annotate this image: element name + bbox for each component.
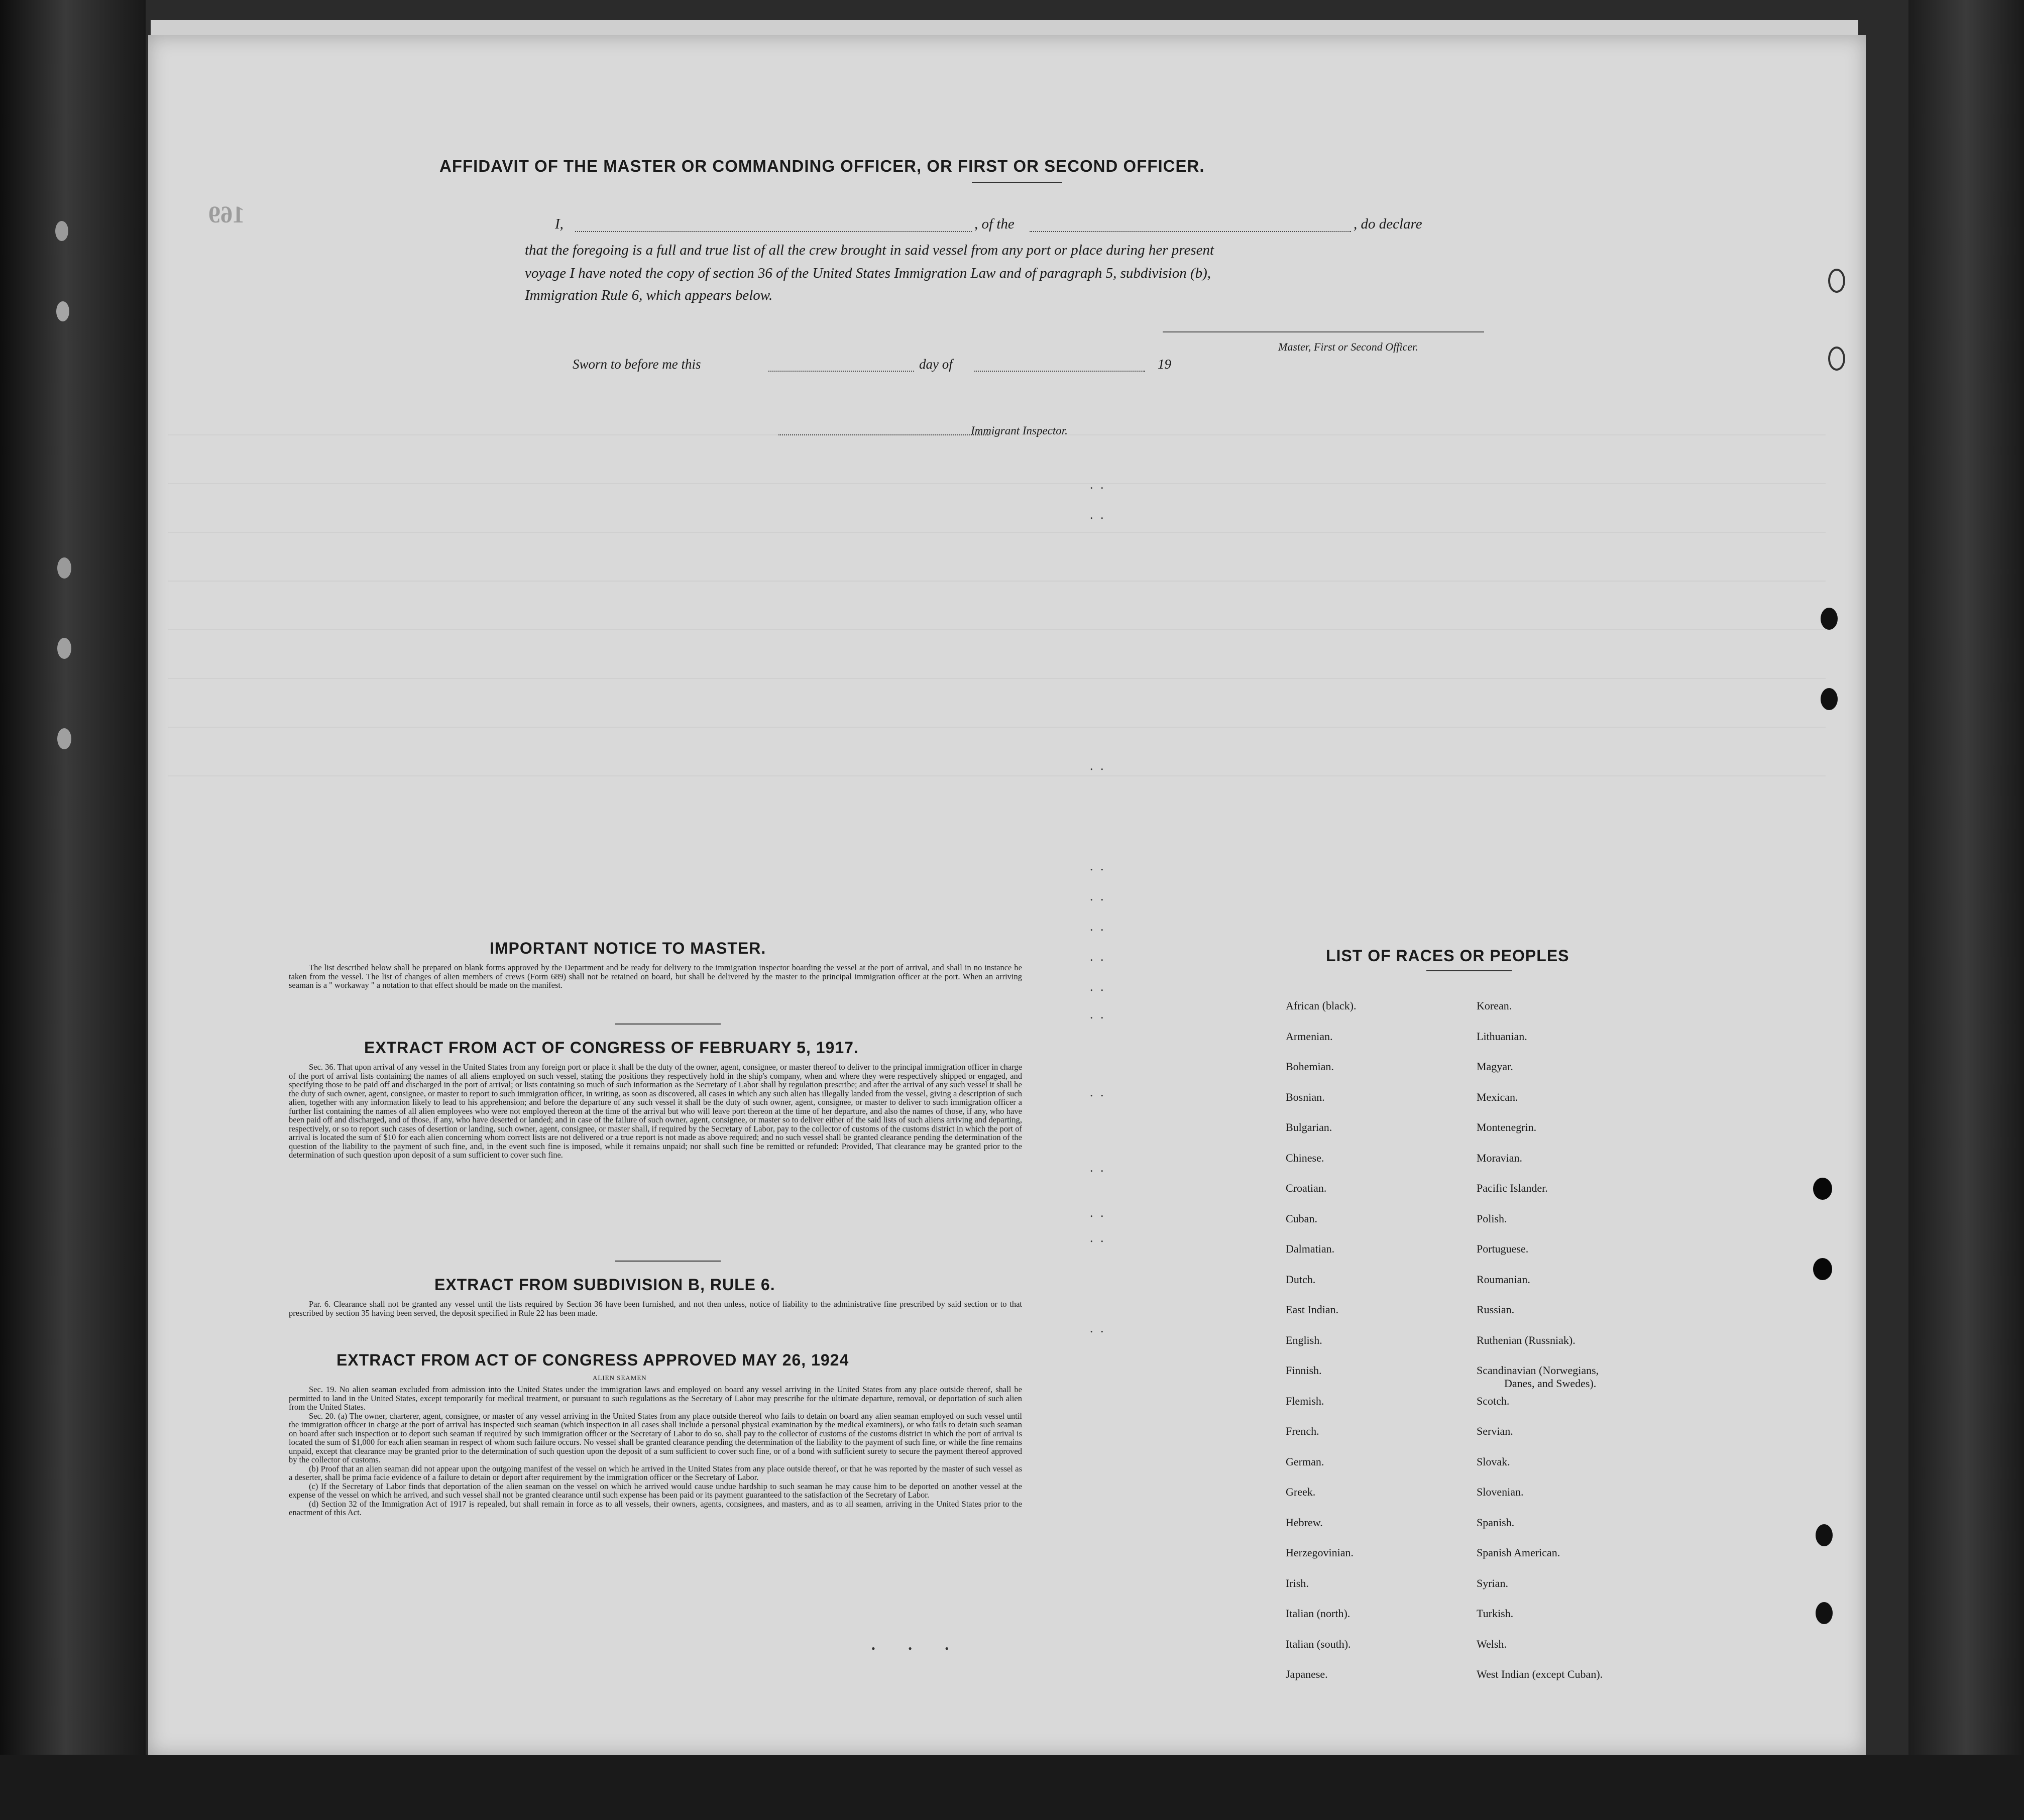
- race-item: East Indian.: [1286, 1303, 1339, 1316]
- race-item: Bulgarian.: [1286, 1121, 1332, 1133]
- binder-hole-icon: [1821, 608, 1838, 630]
- binder-hole-icon: [1813, 1258, 1832, 1280]
- scanner-right-edge: [1908, 0, 2024, 1820]
- bleed-through-text: [1379, 141, 1396, 173]
- ditto-mark: . .: [1090, 1085, 1106, 1099]
- extract-1924-sec20d: (d) Section 32 of the Immigration Act of 1917 is repealed, but shall remain in force as to all vessels, their owners, agents, consignees, and masters, and as to all seamen, arriving in the United States prior to the enactment of this Act.: [289, 1499, 1022, 1517]
- race-item: Korean.: [1477, 999, 1512, 1012]
- race-item: Armenian.: [1286, 1030, 1333, 1043]
- inspector-label: Immigrant Inspector.: [971, 424, 1068, 437]
- day-of-text: day of: [919, 357, 953, 372]
- ditto-mark: . .: [1090, 1160, 1106, 1175]
- master-signature-label: Master, First or Second Officer.: [1278, 340, 1418, 353]
- race-item: African (black).: [1286, 999, 1357, 1012]
- affidavit-line3: voyage I have noted the copy of section 36 of the United States Immigration Law and of paragraph 5, subdivision (b),: [525, 265, 1211, 281]
- sworn-line: [573, 357, 1175, 377]
- affidavit-line4: Immigration Rule 6, which appears below.: [525, 287, 773, 303]
- race-item: West Indian (except Cuban).: [1477, 1668, 1603, 1680]
- subdivision-title: EXTRACT FROM SUBDIVISION B, RULE 6.: [434, 1276, 775, 1294]
- affidavit-line1: [555, 216, 1660, 236]
- ditto-mark: . .: [1090, 758, 1106, 773]
- race-item: Bohemian.: [1286, 1060, 1334, 1073]
- notice-divider: [615, 1023, 721, 1025]
- ditto-mark: . .: [1090, 889, 1106, 903]
- ditto-mark: . .: [1090, 477, 1106, 492]
- scanner-left-edge: [0, 0, 146, 1820]
- page-number: 169: [208, 201, 245, 228]
- ditto-mark: . .: [1090, 1230, 1106, 1245]
- bottom-ornament: • • •: [871, 1642, 964, 1655]
- extract-1924-text: [289, 1385, 1022, 1517]
- race-item: Roumanian.: [1477, 1273, 1530, 1286]
- race-item: Bosnian.: [1286, 1090, 1325, 1103]
- races-title: LIST OF RACES OR PEOPLES: [1326, 947, 1569, 965]
- ditto-mark: . .: [1090, 1205, 1106, 1220]
- race-item: Lithuanian.: [1477, 1030, 1527, 1043]
- race-item: Chinese.: [1286, 1151, 1324, 1164]
- race-item: Slovak.: [1477, 1455, 1510, 1468]
- race-item: Polish.: [1477, 1212, 1507, 1225]
- race-item: Magyar.: [1477, 1060, 1513, 1073]
- extract-1924-sec19: Sec. 19. No alien seaman excluded from admission into the United States under the immigration laws and employed on board any vessel arriving in the United States from any place outside thereof, shall be permitted to land in the United States, except temporarily for medical treatment, or pursuant to such regulations as the Secretary of Labor may prescribe for the ultimate departure, removal, or deportation of such alien from the United States.: [289, 1385, 1022, 1412]
- extract-1917-text: [289, 1063, 1022, 1160]
- master-signature-line: [1163, 331, 1484, 332]
- race-item: Slovenian.: [1477, 1486, 1524, 1498]
- races-divider: [1426, 970, 1512, 971]
- race-item: Irish.: [1286, 1576, 1309, 1589]
- race-item: Portuguese.: [1477, 1242, 1529, 1255]
- binder-hole-icon: [1828, 347, 1845, 371]
- sworn-day-blank: [768, 371, 914, 372]
- extract-1924-subtitle: ALIEN SEAMEN: [593, 1374, 647, 1382]
- extract-1924-sec20c: (c) If the Secretary of Labor finds that deportation of the alien seaman on the vessel on which he arrived would cause undue hardship to such seaman he may cause him to be deported on another vessel at the expense of the vessel on which he arrived, and such vessel shall not be granted clearance until such expense has been paid or its payment guaranteed to the satisfaction of the Secretary of Labor.: [289, 1481, 1022, 1500]
- race-item: Servian.: [1477, 1425, 1513, 1437]
- binder-hole-icon: [1828, 269, 1845, 293]
- race-item: Danes, and Swedes).: [1504, 1377, 1597, 1390]
- ditto-mark: . .: [1090, 1007, 1106, 1021]
- notice-text: [289, 963, 1022, 990]
- race-item: Croatian.: [1286, 1182, 1327, 1194]
- affidavit-line2: that the foregoing is a full and true list of all the crew brought in said vessel from any port or place during her present: [525, 242, 1214, 258]
- race-item: Syrian.: [1477, 1576, 1508, 1589]
- race-item: Italian (north).: [1286, 1607, 1351, 1620]
- scanner-bottom-edge: [0, 1755, 2024, 1820]
- binder-hole-icon: [1813, 1178, 1832, 1200]
- sworn-text: Sworn to before me this: [573, 357, 701, 372]
- race-item: German.: [1286, 1455, 1324, 1468]
- extract-1924-sec20a: Sec. 20. (a) The owner, charterer, agent, consignee, or master of any vessel arriving in the United States from any place outside thereof who fails to detain on board any alien seaman employed on such vessel until the immigration officer in charge at the port of arrival has inspected such seaman (which inspection in all cases shall include a personal physical examination by the medical examiners), or who fails to detain such seaman on board after such inspection or to deport such seaman if required by such immigration officer or the Secretary of Labor to do so, shall pay to the collector of customs of the customs district in which the port of arrival is located the sum of $1,000 for each alien seaman in respect of whom such failure occurs. No vessel shall be granted clearance pending the determination of the liability to the payment of such fine, or while the fine remains unpaid, except that clearance may be granted prior to the determination of such question upon the deposit of a sum sufficient to cover such fine, or of a bond with sufficient surety to secure the payment thereof approved by the collector of customs.: [289, 1411, 1022, 1464]
- race-item: Dalmatian.: [1286, 1242, 1335, 1255]
- race-item: Moravian.: [1477, 1151, 1523, 1164]
- race-item: Ruthenian (Russniak).: [1477, 1333, 1576, 1346]
- binder-hole-icon: [57, 557, 71, 579]
- name-blank: [575, 231, 972, 232]
- binder-hole-icon: [56, 301, 69, 321]
- affidavit-of-the: , of the: [974, 216, 1015, 232]
- binder-hole-icon: [57, 638, 71, 659]
- inspector-signature-line: [778, 434, 989, 435]
- subdivision-paragraph: Par. 6. Clearance shall not be granted any vessel until the lists required by Section 36 have been furnished, and not then unless, notice of liability to the administrative fine prescribed by said section or to that prescribed by section 35 having been served, the deposit specified in Rule 22 has been made.: [289, 1299, 1022, 1318]
- extract-1917-title: EXTRACT FROM ACT OF CONGRESS OF FEBRUARY 5, 1917.: [364, 1039, 859, 1057]
- race-item: Spanish.: [1477, 1516, 1515, 1529]
- bleed-through-table: [168, 387, 1826, 776]
- race-item: English.: [1286, 1333, 1322, 1346]
- race-item: Russian.: [1477, 1303, 1515, 1316]
- race-item: Montenegrin.: [1477, 1121, 1537, 1133]
- affidavit-i: I,: [555, 216, 564, 232]
- ditto-mark: . .: [1090, 919, 1106, 934]
- notice-title: IMPORTANT NOTICE TO MASTER.: [490, 939, 766, 957]
- race-item: Welsh.: [1477, 1637, 1507, 1650]
- extract-1917-divider: [615, 1261, 721, 1262]
- race-item: Hebrew.: [1286, 1516, 1323, 1529]
- extract-1917-paragraph: Sec. 36. That upon arrival of any vessel in the United States from any foreign port or place it shall be the duty of the owner, agent, consignee, or master thereof to deliver to the principal immigration officer in charge of the port of arrival lists containing the names of all aliens employed on such vessel, stating the positions they respectively hold in the ship's company, when and where they were respectively shipped or engaged, and specifying those to be paid off and discharged in the port of arrival; or lists containing so much of such information as the Secretary of Labor shall by regulation prescribe; and after the arrival of any such vessel it shall be the duty of such owner, agent, consignee, or master to report to such immigration officer, in writing, as soon as discovered, all cases in which any such alien has illegally landed from the vessel, giving a description of such alien, together with any information likely to lead to his apprehension; and before the departure of any such vessel it shall be the duty of such owner, agent, consignee, or master to deliver to such immigration officer a further list containing the names of all alien employees who were not employed thereon at the time of the arrival but who will leave port thereon at the time of her departure, and also the names of those, if any, who have been paid off and discharged, and of those, if any, who have deserted or landed; and in case of the failure of such owner, agent, consignee, or master so to deliver either of the said lists of such aliens arriving and departing, respectively, or so to report such cases of desertion or landing, such owner, agent, consignee, or master shall, if required by the Secretary of Labor, pay to the collector of customs of the customs district in which the port of arrival is located the sum of $10 for each alien concerning whom correct lists are not delivered or a true report is not made as above required; and no such vessel shall be granted clearance pending the determination of the question of the liability to the payment of such fine, and, in the event such fine is imposed, while it remains unpaid; nor shall such fine be remitted or refunded: Provided, That clearance may be granted prior to the determination of such question upon deposit of a sum sufficient to cover such fine.: [289, 1062, 1022, 1160]
- binder-hole-icon: [57, 728, 71, 749]
- race-item: Italian (south).: [1286, 1637, 1351, 1650]
- binder-hole-icon: [1816, 1602, 1833, 1624]
- ditto-mark: . .: [1090, 949, 1106, 964]
- subdivision-text: [289, 1300, 1022, 1317]
- race-item: French.: [1286, 1425, 1319, 1437]
- year-prefix: 19: [1158, 357, 1171, 372]
- race-item: Finnish.: [1286, 1364, 1322, 1377]
- race-item: Scandinavian (Norwegians,: [1477, 1364, 1599, 1377]
- extract-1924-title: EXTRACT FROM ACT OF CONGRESS APPROVED MAY 26, 1924: [336, 1351, 849, 1369]
- race-item: Spanish American.: [1477, 1546, 1560, 1559]
- race-item: Greek.: [1286, 1486, 1316, 1498]
- race-item: Cuban.: [1286, 1212, 1317, 1225]
- vessel-blank: [1030, 231, 1351, 232]
- notice-paragraph: The list described below shall be prepared on blank forms approved by the Department and be ready for delivery to the immigration inspector boarding the vessel at the port of arrival, and shall in no instance be taken from the vessel. The list of changes of alien members of crews (Form 689) shall not be retained on board, but shall be delivered by the master to the principal immigration officer at the port. When an arriving seaman is a " workaway " a notation to that effect should be made on the manifest.: [289, 963, 1022, 990]
- race-item: Dutch.: [1286, 1273, 1316, 1286]
- binder-hole-icon: [55, 221, 68, 241]
- race-item: Mexican.: [1477, 1090, 1518, 1103]
- race-item: Flemish.: [1286, 1394, 1324, 1407]
- sworn-month-blank: [974, 371, 1145, 372]
- ditto-mark: . .: [1090, 1321, 1106, 1335]
- race-item: Japanese.: [1286, 1668, 1328, 1680]
- affidavit-divider: [972, 182, 1062, 183]
- race-item: Pacific Islander.: [1477, 1182, 1548, 1194]
- ditto-mark: . .: [1090, 859, 1106, 873]
- extract-1924-sec20b: (b) Proof that an alien seaman did not appear upon the outgoing manifest of the vessel on which he arrived in the United States from any place outside thereof, or that he was reported by the master of such vessel as a deserter, shall be prima facie evidence of a failure to detain or deport after requirement by the immigration officer or the Secretary of Labor.: [289, 1463, 1022, 1482]
- race-item: Turkish.: [1477, 1607, 1514, 1620]
- document-sheet: [148, 35, 1866, 1755]
- affidavit-declare: , do declare: [1354, 216, 1422, 232]
- race-item: Scotch.: [1477, 1394, 1510, 1407]
- race-item: Herzegovinian.: [1286, 1546, 1354, 1559]
- ditto-mark: . .: [1090, 507, 1106, 522]
- binder-hole-icon: [1821, 688, 1838, 710]
- ditto-mark: . .: [1090, 979, 1106, 994]
- affidavit-title: AFFIDAVIT OF THE MASTER OR COMMANDING OFFICER, OR FIRST OR SECOND OFFICER.: [439, 157, 1205, 175]
- binder-hole-icon: [1816, 1524, 1833, 1546]
